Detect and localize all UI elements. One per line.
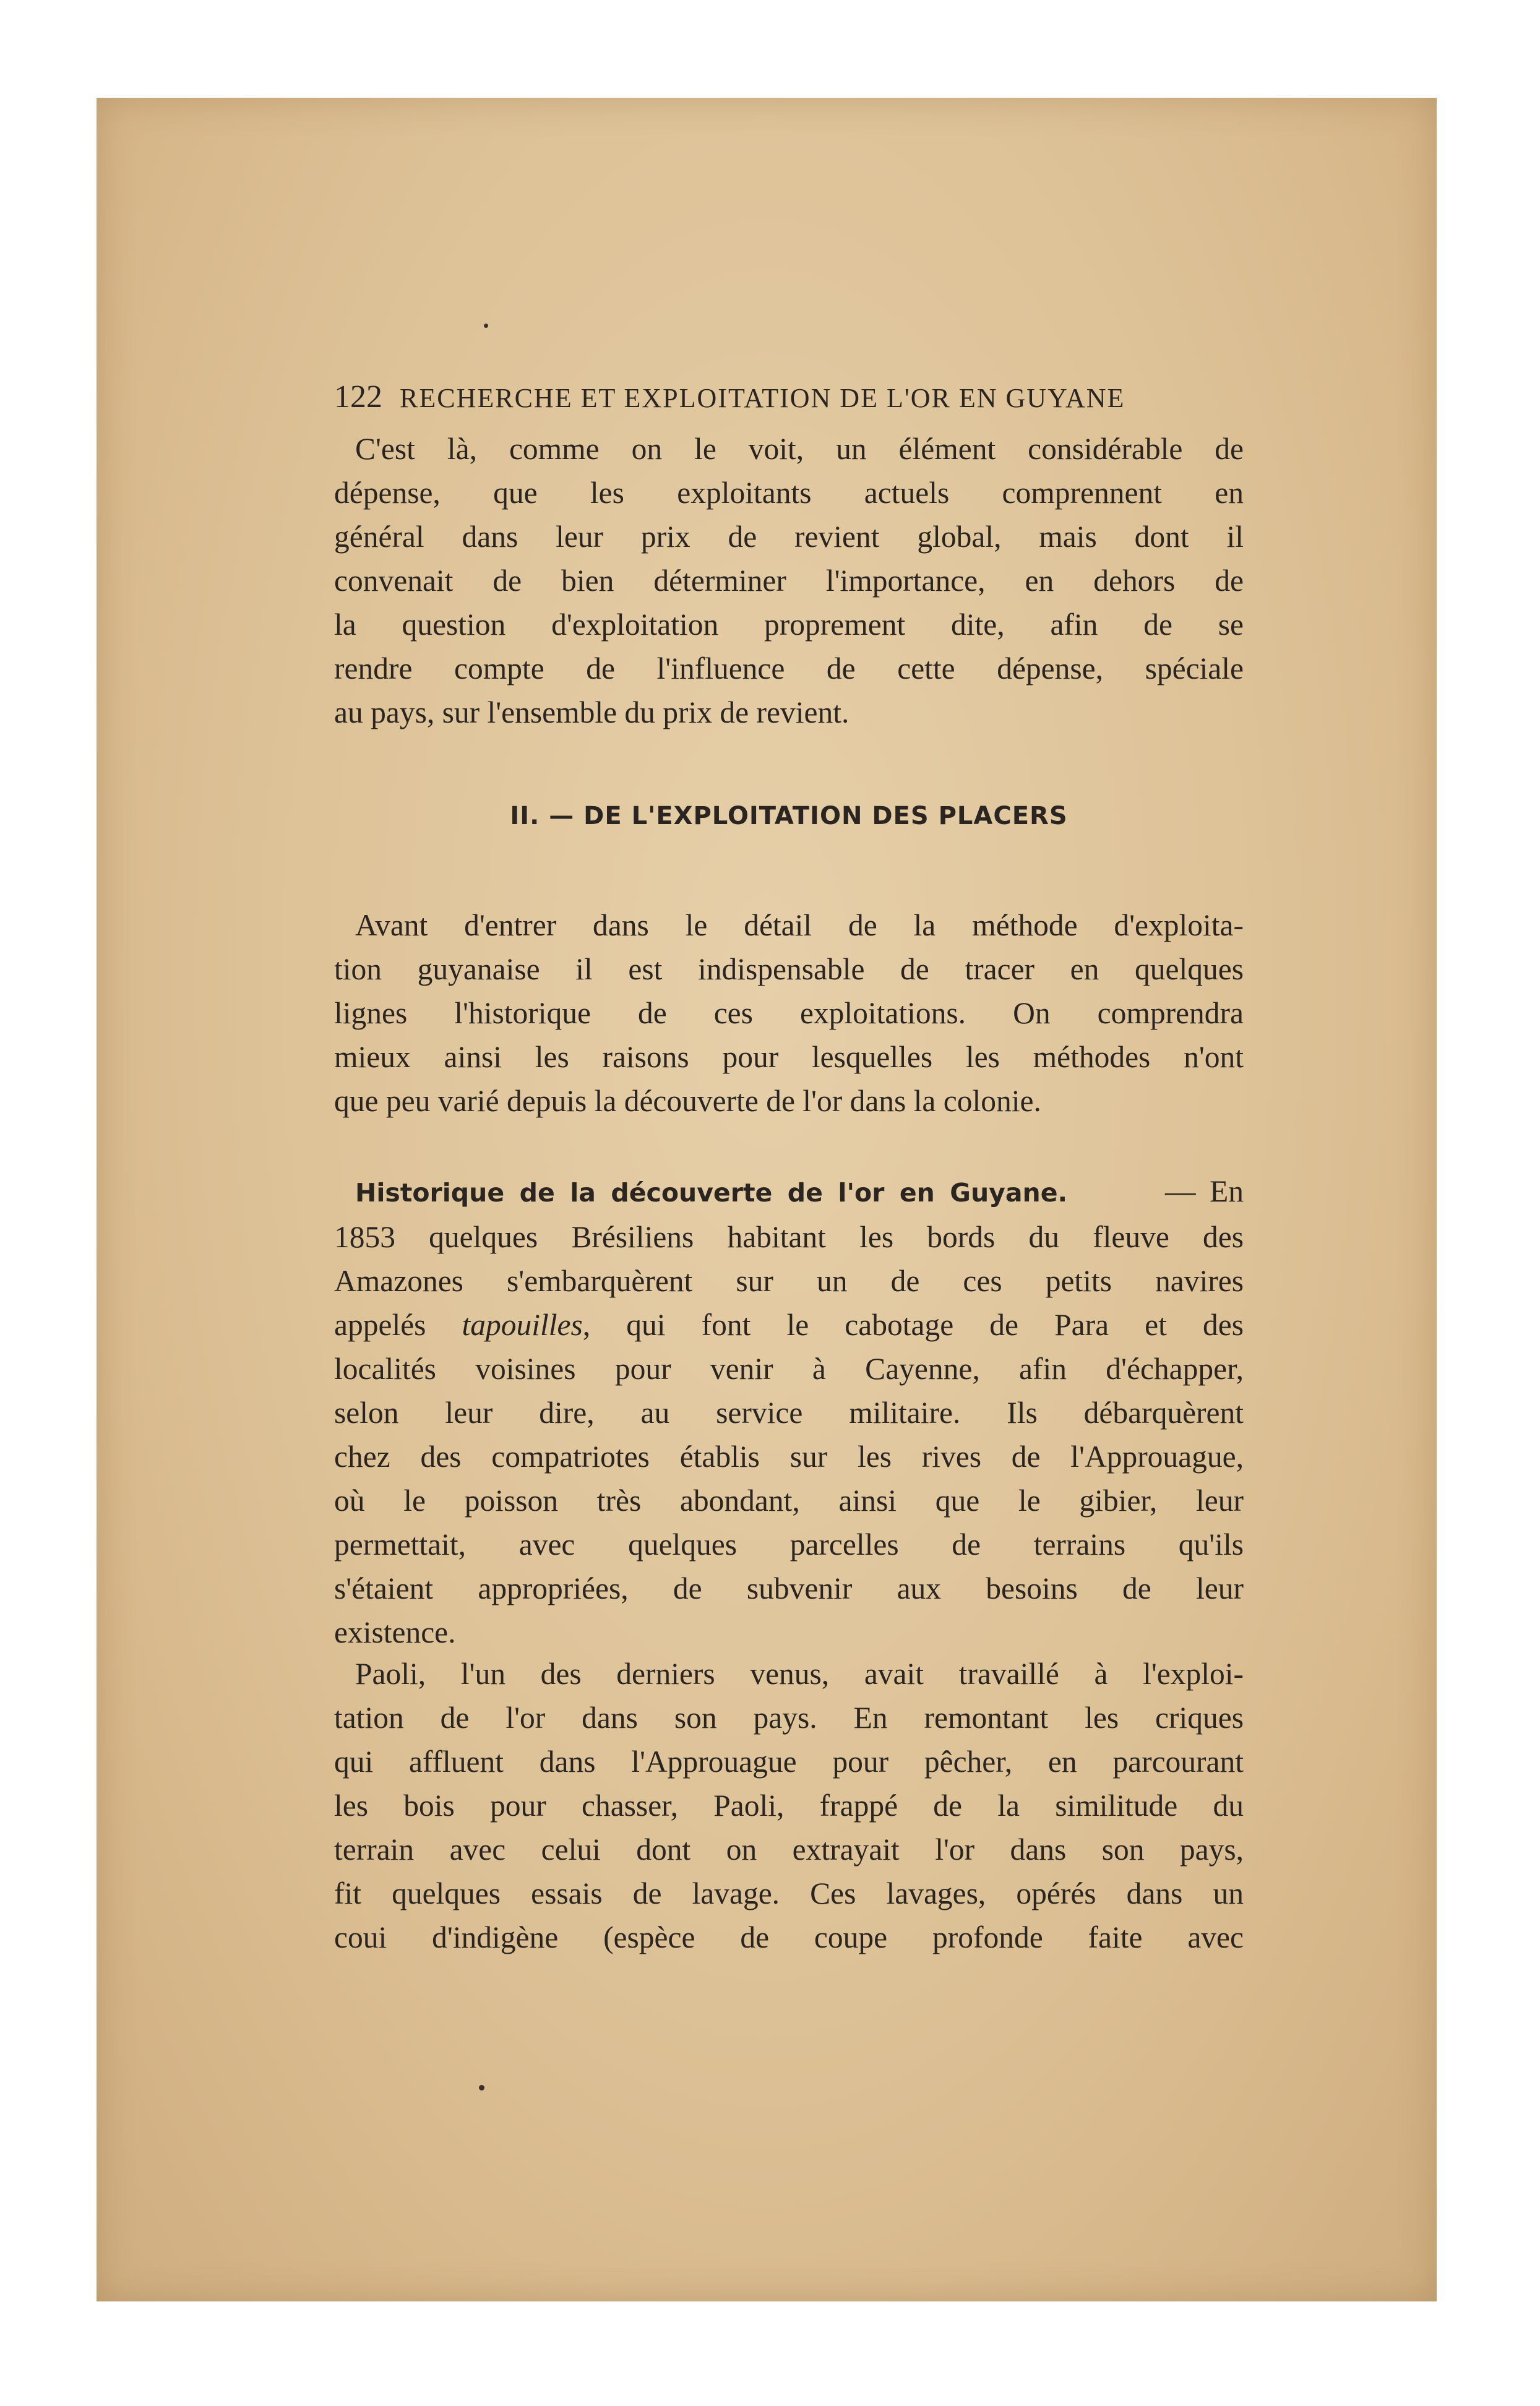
subsection-title: Historique de la découverte de l'or en Guyane. — [355, 1178, 1068, 1208]
text-line: coui d'indigène (espèce de coupe profonde faite avec — [334, 1920, 1244, 1954]
text-fragment: — En — [1164, 1174, 1244, 1208]
text-line: que peu varié depuis la découverte de l'or dans la colonie. — [334, 1084, 1041, 1118]
page-number: 122 — [334, 379, 382, 415]
text-line: fit quelques essais de lavage. Ces lavages, opérés dans un — [334, 1876, 1244, 1910]
text-line: selon leur dire, au service militaire. Ils débarquèrent — [334, 1396, 1244, 1430]
running-title: RECHERCHE ET EXPLOITATION DE L'OR EN GUYANE — [400, 383, 1125, 413]
text-line: terrain avec celui dont on extrayait l'or dans son pays, — [334, 1832, 1244, 1867]
text-line: au pays, sur l'ensemble du prix de revient. — [334, 695, 850, 729]
text-line: 1853 quelques Brésiliens habitant les bords du fleuve des — [334, 1220, 1244, 1254]
italic-term: tapouilles — [462, 1308, 583, 1342]
section-heading: II. — DE L'EXPLOITATION DES PLACERS — [510, 802, 1068, 830]
text-line: qui affluent dans l'Approuague pour pêcher, en parcourant — [334, 1745, 1244, 1779]
text-line: tion guyanaise il est indispensable de tracer en quelques — [334, 952, 1244, 986]
text-line: chez des compatriotes établis sur les rives de l'Approuague, — [334, 1440, 1244, 1474]
paragraph-1 — [334, 427, 1244, 734]
text-line: où le poisson très abondant, ainsi que le gibier, leur — [334, 1484, 1244, 1518]
text-line: s'étaient appropriées, de subvenir aux besoins de leur — [334, 1571, 1244, 1605]
text-line: Avant d'entrer dans le détail de la méthode d'exploita- — [355, 908, 1244, 942]
ink-speck — [484, 324, 488, 328]
text-line: rendre compte de l'influence de cette dépense, spéciale — [334, 651, 1244, 685]
text-line: Paoli, l'un des derniers venus, avait travaillé à l'exploi- — [355, 1657, 1244, 1691]
text-line: mieux ainsi les raisons pour lesquelles les méthodes n'ont — [334, 1040, 1244, 1074]
text-line — [334, 1169, 1244, 1215]
paragraph-2 — [334, 903, 1244, 1123]
text-line: convenait de bien déterminer l'importance, en dehors de — [334, 564, 1244, 598]
text-line — [334, 1303, 1244, 1347]
paragraph-4 — [334, 1652, 1244, 1959]
text-fragment: appelés — [334, 1308, 426, 1342]
text-line: la question d'exploitation proprement dite, afin de se — [334, 608, 1244, 642]
text-line: dépense, que les exploitants actuels comprennent en — [334, 476, 1244, 510]
paragraph-3 — [334, 1169, 1244, 1654]
running-head — [334, 379, 1176, 415]
text-line: général dans leur prix de revient global, mais dont il — [334, 520, 1244, 554]
text-line: les bois pour chasser, Paoli, frappé de la similitude du — [334, 1789, 1244, 1823]
text-line: C'est là, comme on le voit, un élément considérable de — [355, 432, 1244, 466]
text-line: Amazones s'embarquèrent sur un de ces petits navires — [334, 1264, 1244, 1298]
text-line: localités voisines pour venir à Cayenne, afin d'échapper, — [334, 1352, 1244, 1386]
text-fragment: , qui font le cabotage de Para et des — [582, 1308, 1244, 1342]
text-line: existence. — [334, 1615, 456, 1649]
text-line: lignes l'historique de ces exploitations. On comprendra — [334, 996, 1244, 1030]
ink-speck — [479, 2085, 484, 2090]
text-line: tation de l'or dans son pays. En remontant les criques — [334, 1701, 1244, 1735]
text-line: permettait, avec quelques parcelles de terrains qu'ils — [334, 1527, 1244, 1562]
